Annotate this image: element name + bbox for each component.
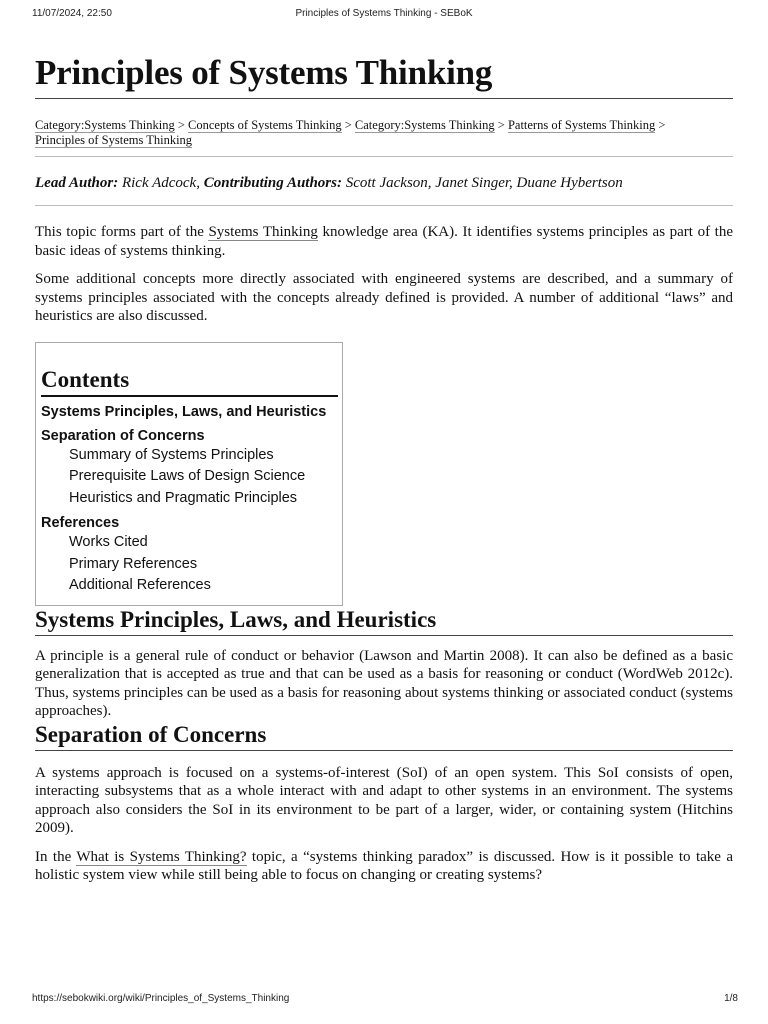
breadcrumb xyxy=(35,118,733,157)
systems-thinking-link[interactable]: Systems Thinking xyxy=(208,224,318,240)
table-of-contents xyxy=(35,342,343,606)
section2-paragraph-1: A systems approach is focused on a systems-of-interest (SoI) of an open system. This SoI consists of open, interacting subsystems that as a whole interact with and adapt to other systems in an environment. The systems approach also considers the SoI in its environment to be part of a larger, wider, or containing system (Hitchins 2009). xyxy=(35,764,733,836)
contributing-authors-names: Scott Jackson, Janet Singer, Duane Hybertson xyxy=(345,175,623,191)
section2-paragraph-2 xyxy=(35,848,733,885)
breadcrumb-separator: > xyxy=(177,118,185,132)
print-header xyxy=(0,0,768,26)
toc-item-works-cited[interactable]: Works Cited xyxy=(69,534,148,550)
breadcrumb-link-category-systems-thinking[interactable]: Category:Systems Thinking xyxy=(35,118,175,132)
contributing-authors-label: Contributing Authors: xyxy=(203,175,342,191)
toc-item-summary[interactable]: Summary of Systems Principles xyxy=(69,446,274,463)
print-timestamp: 11/07/2024, 22:50 xyxy=(32,8,112,19)
intro-paragraph-1 xyxy=(35,223,733,260)
print-title: Principles of Systems Thinking - SEBoK xyxy=(295,8,473,19)
section-heading-principles: Systems Principles, Laws, and Heuristics xyxy=(35,606,733,636)
toc-item-separation-of-concerns[interactable]: Separation of Concerns xyxy=(41,427,205,444)
section-heading-separation: Separation of Concerns xyxy=(35,721,733,751)
intro-paragraph-2: Some additional concepts more directly associated with engineered systems are described, and a summary of systems principles associated with the concepts already defined is provided. A number of additional “laws” and heuristics are also discussed. xyxy=(35,271,733,324)
toc-item-prerequisite-laws[interactable]: Prerequisite Laws of Design Science xyxy=(69,468,306,484)
intro-text: This topic forms part of the xyxy=(35,224,209,240)
breadcrumb-link-concepts[interactable]: Concepts of Systems Thinking xyxy=(188,118,342,132)
breadcrumb-separator: > xyxy=(344,118,352,132)
page-title: Principles of Systems Thinking xyxy=(35,50,733,99)
breadcrumb-separator: > xyxy=(658,118,666,132)
breadcrumb-link-category-systems-thinking-2[interactable]: Category:Systems Thinking xyxy=(354,118,495,132)
breadcrumb-link-patterns[interactable]: Patterns of Systems Thinking xyxy=(507,118,656,132)
breadcrumb-separator: > xyxy=(497,118,505,132)
article-content xyxy=(35,50,733,885)
toc-item-additional-references[interactable]: Additional References xyxy=(69,577,211,593)
toc-item-references[interactable]: References xyxy=(41,515,120,531)
toc-item-heuristics[interactable]: Heuristics and Pragmatic Principles xyxy=(69,489,298,506)
print-url: https://sebokwiki.org/wiki/Principles_of_Systems_Thinking xyxy=(32,993,290,1004)
section2-text: topic, a “systems thinking paradox” is discussed. How is it possible to take a holistic system view while still being able to focus on changing or creating systems? xyxy=(35,848,733,883)
what-is-systems-thinking-link[interactable]: What is Systems Thinking? xyxy=(76,848,247,865)
section2-text: In the xyxy=(35,848,77,865)
page-number: 1/8 xyxy=(724,993,738,1004)
toc-title: Contents xyxy=(41,366,338,397)
lead-author-name: Rick Adcock, xyxy=(121,175,200,191)
breadcrumb-link-principles[interactable]: Principles of Systems Thinking xyxy=(35,133,193,147)
print-footer xyxy=(0,990,768,1010)
section1-paragraph: A principle is a general rule of conduct or behavior (Lawson and Martin 2008). It can also be defined as a basic generalization that is accepted as true and that can be used as a basis for reasoning or conduct (WordWeb 2012c). Thus, systems principles can be used as a basis for reasoning about systems thinking or associated conduct (systems approaches). xyxy=(35,647,733,719)
toc-item-primary-references[interactable]: Primary References xyxy=(69,555,198,572)
toc-item-systems-principles[interactable]: Systems Principles, Laws, and Heuristics xyxy=(41,403,327,420)
lead-author-label: Lead Author: xyxy=(35,175,119,191)
author-line xyxy=(35,173,733,206)
intro-text: knowledge area (KA). It identifies systems principles as part of the basic ideas of systems thinking. xyxy=(35,224,734,259)
